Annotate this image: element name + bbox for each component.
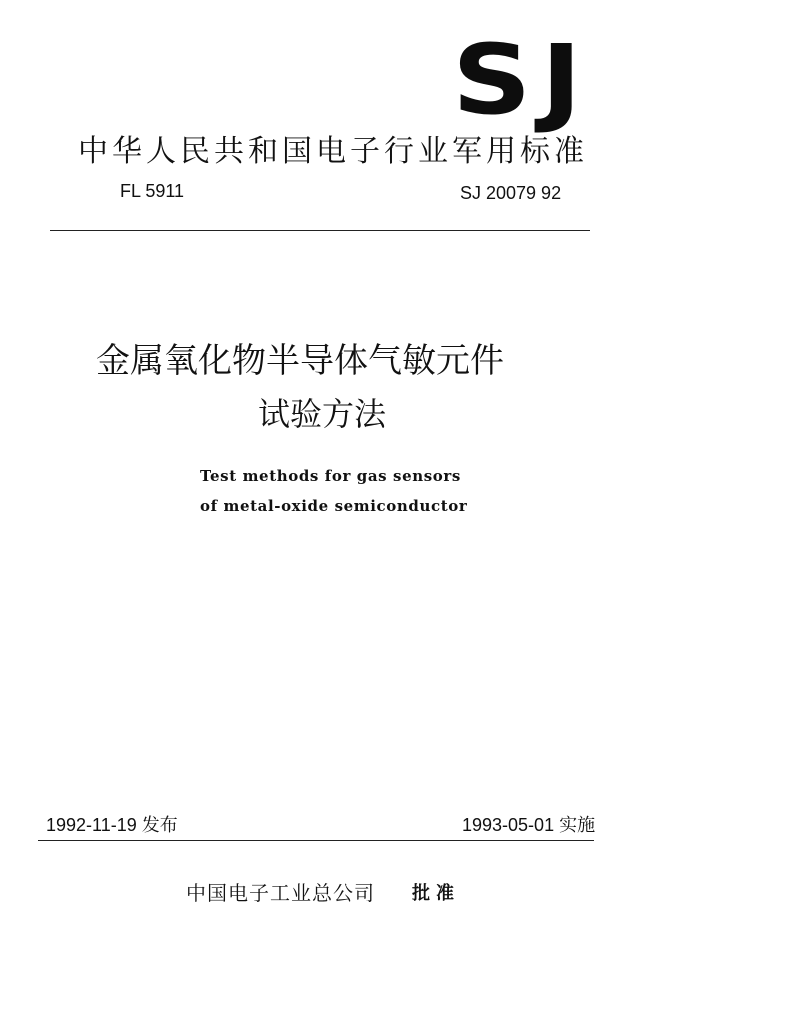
document-title-en-line2: of metal-oxide semiconductor xyxy=(200,497,468,515)
implementation-date: 1993-05-01 实施 xyxy=(462,815,596,835)
header-divider xyxy=(50,230,590,231)
approving-authority: 中国电子工业总公司 xyxy=(186,881,375,905)
sj-logo: SJ xyxy=(452,24,591,136)
document-title-cn-line2: 试验方法 xyxy=(258,395,387,433)
footer-divider xyxy=(38,840,594,841)
standard-category-title: 中华人民共和国电子行业军用标准 xyxy=(78,134,588,169)
standard-number: SJ 20079 92 xyxy=(460,183,562,203)
document-title-en-line1: Test methods for gas sensors xyxy=(200,467,461,485)
classification-code: FL 5911 xyxy=(120,181,185,201)
approval-label: 批准 xyxy=(412,883,460,904)
issue-date: 1992-11-19 发布 xyxy=(46,815,178,835)
document-title-cn-line1: 金属氧化物半导体气敏元件 xyxy=(96,341,504,381)
